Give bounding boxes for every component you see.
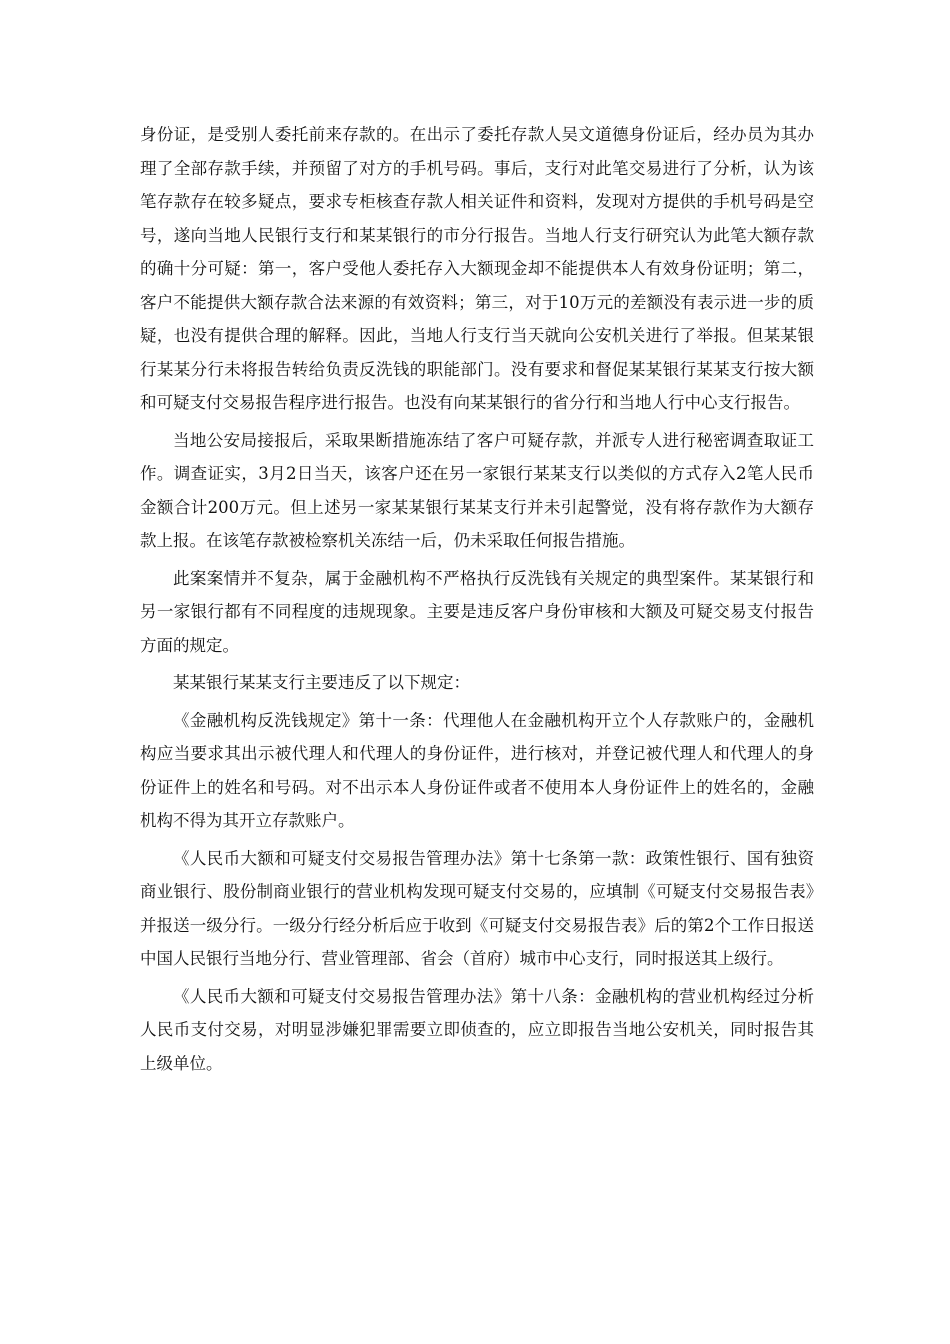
paragraph-regulation-article-17: 《人民币大额和可疑支付交易报告管理办法》第十七条第一款：政策性银行、国有独资商业银行、股份制商业银行的营业机构发现可疑支付交易的，应填制《可疑支付交易报告表》并报送一级分行。一级分行经分析后应于收到《可疑支付交易报告表》后的第2个工作日报送中国人民银行当地分行、营业管理部、省会（首府）城市中心支行，同时报送其上级行。	[140, 848, 814, 968]
paragraph-continuation: 身份证，是受别人委托前来存款的。在出示了委托存款人吴文道德身份证后，经办员为其办理了全部存款手续，并预留了对方的手机号码。事后，支行对此笔交易进行了分析，认为该笔存款存在较多疑点，要求专柜核查存款人相关证件和资料，发现对方提供的手机号码是空号，遂向当地人民银行支行和某某银行的市分行报告。当地人行支行研究认为此笔大额存款的确十分可疑：第一，客户受他人委托存入大额现金却不能提供本人有效身份证明；第二，客户不能提供大额存款合法来源的有效资料；第三，对于10万元的差额没有表示进一步的质疑，也没有提供合理的解释。因此，当地人行支行当天就向公安机关进行了举报。但某某银行某某分行未将报告转给负责反洗钱的职能部门。没有要求和督促某某银行某某支行按大额和可疑支付交易报告程序进行报告。也没有向某某银行的省分行和当地人行中心支行报告。	[140, 125, 814, 412]
document-body	[140, 118, 814, 1084]
paragraph-regulation-article-11: 《金融机构反洗钱规定》第十一条：代理他人在金融机构开立个人存款账户的，金融机构应当要求其出示被代理人和代理人的身份证件，进行核对，并登记被代理人和代理人的身份证件上的姓名和号码。对不出示本人身份证件或者不使用本人身份证件上的姓名的，金融机构不得为其开立存款账户。	[140, 710, 814, 830]
paragraph-case-summary: 此案案情并不复杂，属于金融机构不严格执行反洗钱有关规定的典型案件。某某银行和另一家银行都有不同程度的违规现象。主要是违反客户身份审核和大额及可疑交易支付报告方面的规定。	[140, 568, 814, 655]
paragraph-violations-intro: 某某银行某某支行主要违反了以下规定：	[173, 673, 470, 692]
paragraph-regulation-article-18: 《人民币大额和可疑支付交易报告管理办法》第十八条：金融机构的营业机构经过分析人民币支付交易，对明显涉嫌犯罪需要立即侦查的，应立即报告当地公安机关，同时报告其上级单位。	[140, 986, 814, 1073]
paragraph-police-investigation: 当地公安局接报后，采取果断措施冻结了客户可疑存款，并派专人进行秘密调查取证工作。调查证实，3月2日当天，该客户还在另一家银行某某支行以类似的方式存入2笔人民币金额合计200万元。但上述另一家某某银行某某支行并未引起警觉，没有将存款作为大额存款上报。在该笔存款被检察机关冻结一后，仍未采取任何报告措施。	[140, 430, 814, 550]
